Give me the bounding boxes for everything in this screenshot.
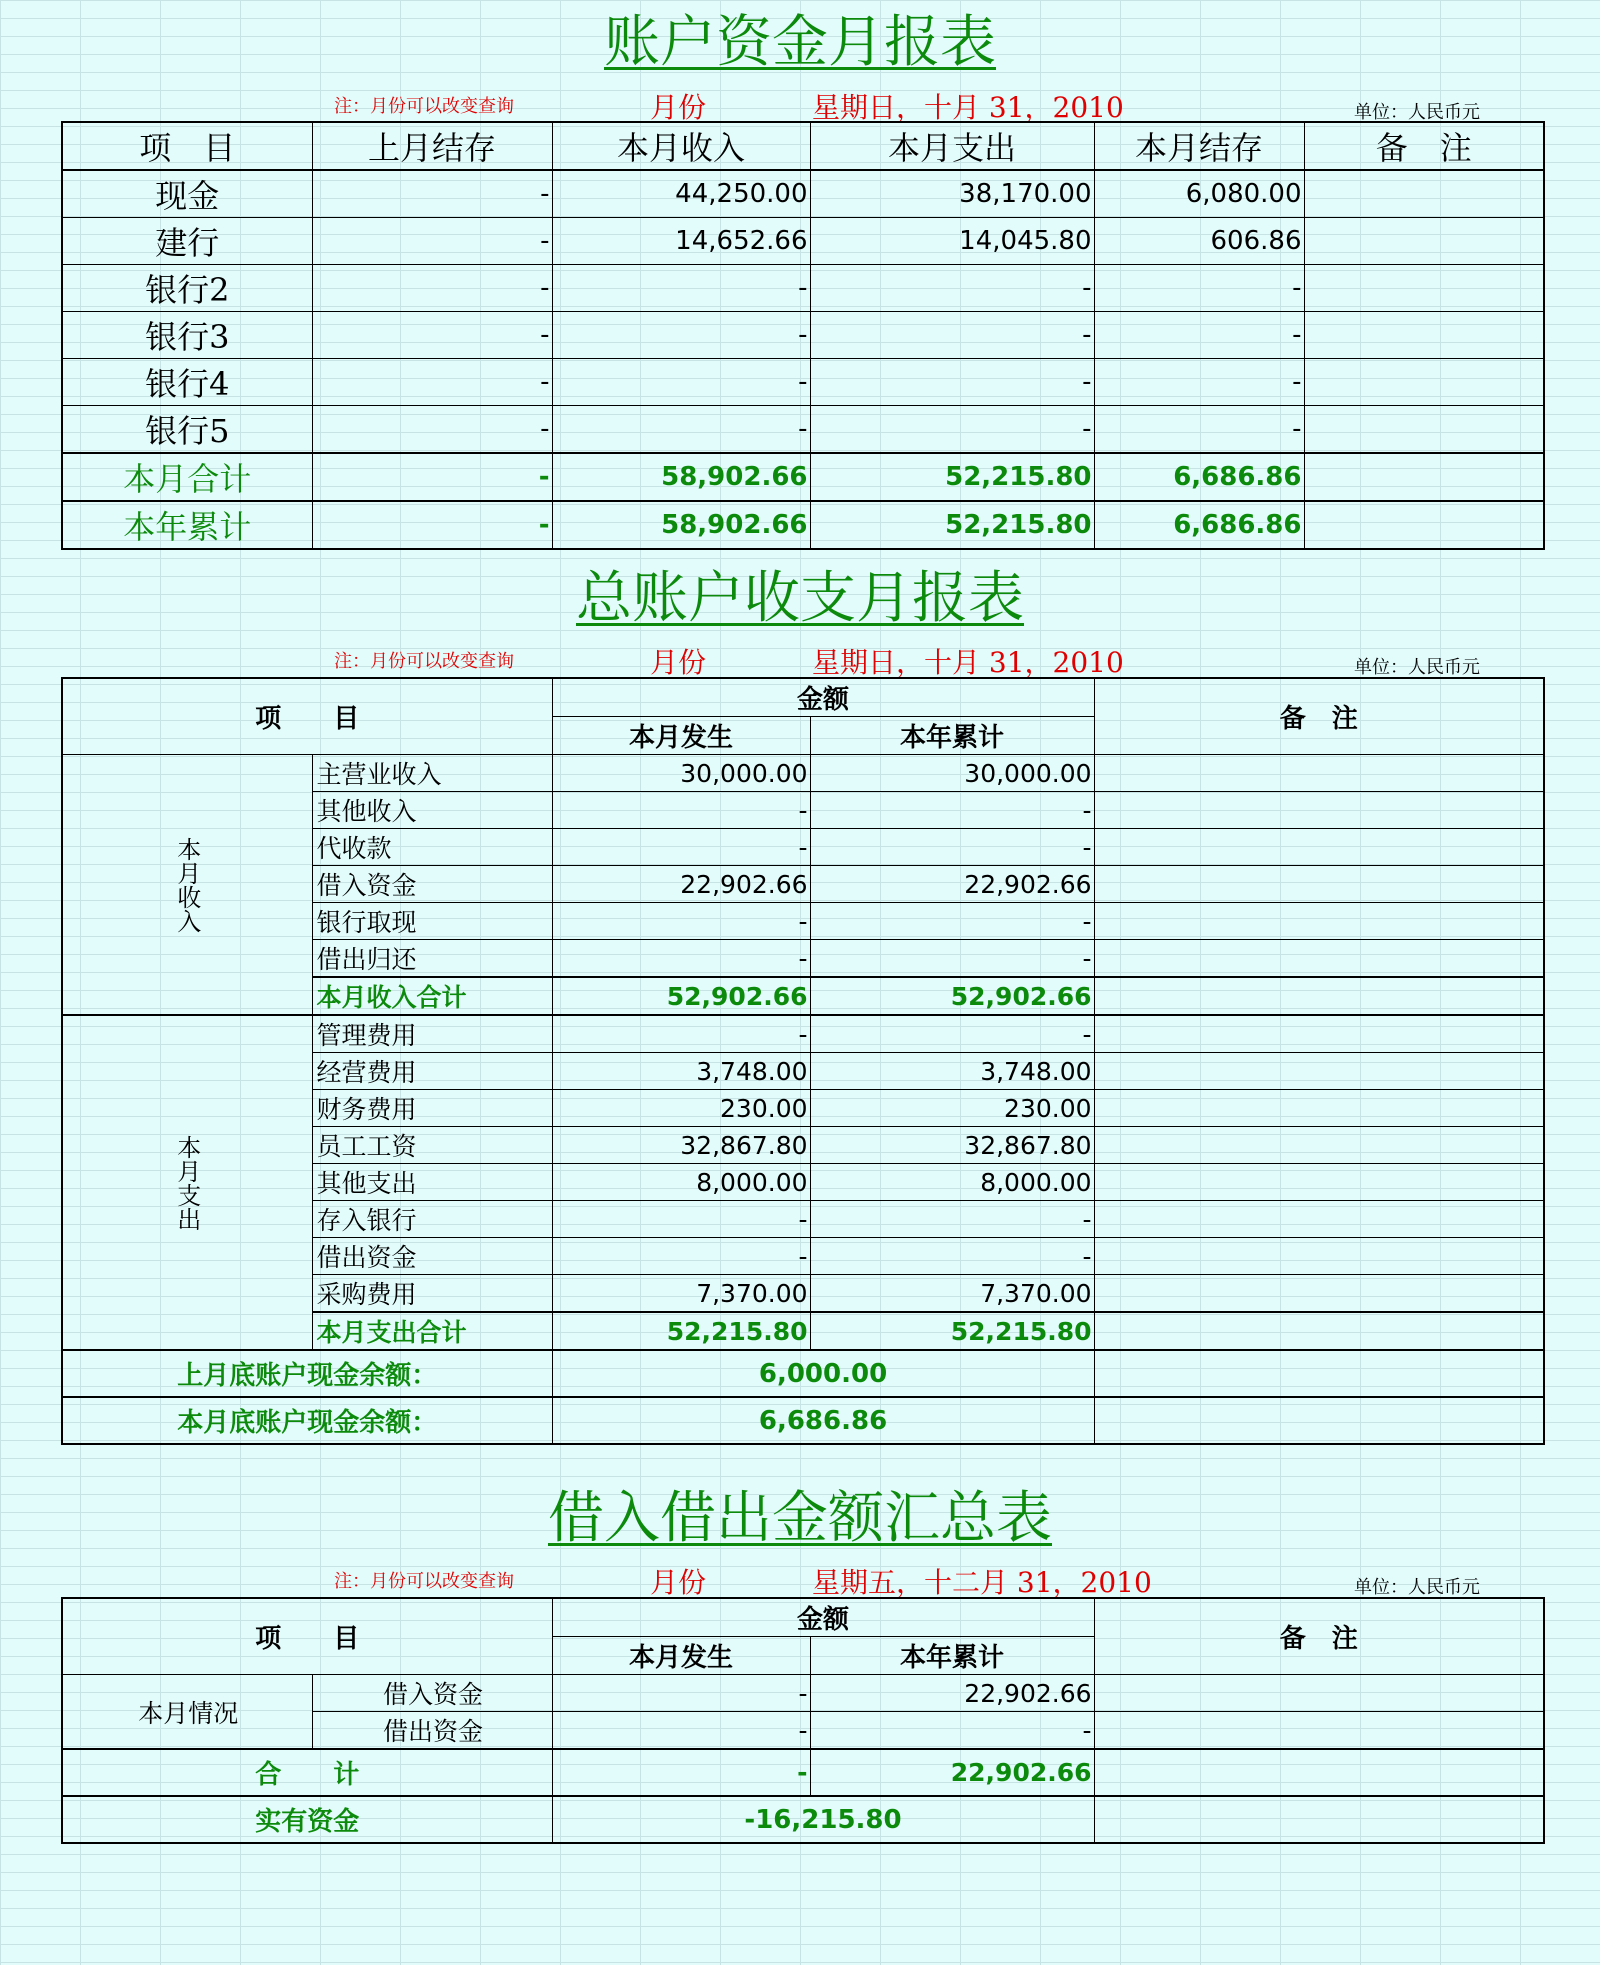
table-row (62, 406, 1544, 454)
header-remark: 备 注 (1094, 1598, 1544, 1675)
cell-expense[interactable]: - (810, 406, 1094, 454)
cell-balance[interactable]: - (1094, 265, 1304, 312)
sheet3-unit: 单位：人民币元 (1354, 1577, 1480, 1598)
row-label[interactable]: 银行3 (62, 312, 312, 359)
sheet2-month-date[interactable]: 星期日，十月 31，2010 (812, 646, 1124, 679)
cell-month[interactable]: 8,000.00 (552, 1164, 810, 1201)
cell-month[interactable]: - (552, 1238, 810, 1275)
cell-year[interactable]: 30,000.00 (810, 755, 1094, 792)
cell-balance[interactable]: - (1094, 312, 1304, 359)
cell-income[interactable]: 58,902.66 (552, 501, 810, 549)
income-expense-table (61, 677, 1545, 1445)
row-label[interactable]: 本月支出合计 (312, 1312, 552, 1350)
cell-prev[interactable]: - (312, 501, 552, 549)
actual-funds-label: 实有资金 (62, 1796, 552, 1843)
table-row (62, 170, 1544, 218)
table-row (62, 265, 1544, 312)
income-group-label: 本月收入 (62, 755, 312, 1016)
cell-remark[interactable] (1094, 1127, 1544, 1164)
cell-prev[interactable]: - (312, 359, 552, 406)
curr-balance-label: 本月底账户现金余额： (62, 1397, 552, 1444)
cell-balance[interactable]: 606.86 (1094, 218, 1304, 265)
cell-year[interactable]: 32,867.80 (810, 1127, 1094, 1164)
cell-income[interactable]: 44,250.00 (552, 170, 810, 218)
row-label[interactable]: 借入资金 (312, 1675, 552, 1712)
cell-expense[interactable]: - (810, 312, 1094, 359)
cell-remark[interactable] (1094, 1749, 1544, 1796)
cell-month[interactable]: - (552, 1712, 810, 1750)
header-item: 项 目 (62, 678, 552, 755)
cell-income[interactable]: 58,902.66 (552, 453, 810, 501)
prev-balance-label: 上月底账户现金余额： (62, 1350, 552, 1397)
cell-remark[interactable] (1094, 792, 1544, 829)
cell-month[interactable]: 230.00 (552, 1090, 810, 1127)
header-amount: 金额 (552, 678, 1094, 717)
cell-year[interactable]: - (810, 903, 1094, 940)
cell-month[interactable]: 3,748.00 (552, 1053, 810, 1090)
cell-month[interactable]: 22,902.66 (552, 866, 810, 903)
sheet3-subheader (0, 1561, 1600, 1597)
row-label[interactable]: 本年累计 (62, 501, 312, 549)
row-label[interactable]: 银行5 (62, 406, 312, 454)
year-total-row (62, 501, 1544, 549)
row-label[interactable]: 采购费用 (312, 1275, 552, 1313)
prev-balance-value[interactable]: 6,000.00 (552, 1350, 1094, 1397)
cell-month[interactable]: 7,370.00 (552, 1275, 810, 1313)
total-label: 合 计 (62, 1749, 552, 1796)
table-row (62, 312, 1544, 359)
sheet2-note: 注：月份可以改变查询 (334, 651, 514, 672)
cell-year[interactable]: - (810, 1238, 1094, 1275)
cell-income[interactable]: 14,652.66 (552, 218, 810, 265)
cell-year[interactable]: - (810, 792, 1094, 829)
actual-funds-row (62, 1796, 1544, 1843)
cell-remark[interactable] (1094, 1275, 1544, 1313)
cell-remark[interactable] (1094, 977, 1544, 1015)
cell-month[interactable]: - (552, 829, 810, 866)
cell-remark[interactable] (1304, 453, 1544, 501)
cell-month[interactable]: 52,902.66 (552, 977, 810, 1015)
cell-prev[interactable]: - (312, 170, 552, 218)
cell-month[interactable]: - (552, 940, 810, 978)
cell-year[interactable]: 22,902.66 (810, 866, 1094, 903)
cell-remark[interactable] (1304, 170, 1544, 218)
cell-balance[interactable]: - (1094, 359, 1304, 406)
cell-remark[interactable] (1094, 866, 1544, 903)
cell-year[interactable]: - (810, 1712, 1094, 1750)
cell-remark[interactable] (1094, 1712, 1544, 1750)
borrow-lend-table (61, 1597, 1545, 1844)
row-label[interactable]: 本月收入合计 (312, 977, 552, 1015)
cell-expense[interactable]: - (810, 359, 1094, 406)
sheet2-unit: 单位：人民币元 (1354, 657, 1480, 678)
sheet1-month-label: 月份 (650, 91, 707, 124)
sheet3-month-label: 月份 (650, 1566, 707, 1599)
sheet2-subheader (0, 641, 1600, 677)
table-row (62, 359, 1544, 406)
header-month: 本月发生 (552, 1637, 810, 1675)
account-funds-table (61, 121, 1545, 550)
cell-year[interactable]: - (810, 1201, 1094, 1238)
cell-remark[interactable] (1094, 1053, 1544, 1090)
sheet2-month-label: 月份 (650, 646, 707, 679)
row-label[interactable]: 其他收入 (312, 792, 552, 829)
header-item: 项 目 (62, 122, 312, 170)
cell-remark[interactable] (1304, 359, 1544, 406)
cell-year[interactable]: 7,370.00 (810, 1275, 1094, 1313)
header-balance: 本月结存 (1094, 122, 1304, 170)
cell-month[interactable]: 52,215.80 (552, 1312, 810, 1350)
cell-prev[interactable]: - (312, 218, 552, 265)
row-label[interactable]: 经营费用 (312, 1053, 552, 1090)
row-label[interactable]: 借出资金 (312, 1238, 552, 1275)
cell-month[interactable]: 30,000.00 (552, 755, 810, 792)
cell-year[interactable]: 22,902.66 (810, 1749, 1094, 1796)
month-situation-label: 本月情况 (62, 1675, 312, 1750)
month-total-row (62, 453, 1544, 501)
prev-balance-row (62, 1350, 1544, 1397)
cell-prev[interactable]: - (312, 453, 552, 501)
cell-month[interactable]: - (552, 1015, 810, 1053)
table-header-row (62, 122, 1544, 170)
cell-year[interactable]: - (810, 1015, 1094, 1053)
row-label[interactable]: 存入银行 (312, 1201, 552, 1238)
row-label[interactable]: 其他支出 (312, 1164, 552, 1201)
cell-remark[interactable] (1094, 1164, 1544, 1201)
cell-income[interactable]: - (552, 359, 810, 406)
cell-balance[interactable]: 6,686.86 (1094, 501, 1304, 549)
cell-expense[interactable]: 14,045.80 (810, 218, 1094, 265)
actual-funds-value[interactable]: -16,215.80 (552, 1796, 1094, 1843)
cell-year[interactable]: 230.00 (810, 1090, 1094, 1127)
row-label[interactable]: 管理费用 (312, 1015, 552, 1053)
sheet1-note: 注：月份可以改变查询 (334, 96, 514, 117)
cell-month[interactable]: - (552, 1749, 810, 1796)
sheet3-note: 注：月份可以改变查询 (334, 1571, 514, 1592)
cell-balance[interactable]: 6,080.00 (1094, 170, 1304, 218)
cell-income[interactable]: - (552, 312, 810, 359)
curr-balance-row (62, 1397, 1544, 1444)
table-header-row (62, 1598, 1544, 1637)
cell-year[interactable]: - (810, 940, 1094, 978)
cell-remark[interactable] (1094, 1015, 1544, 1053)
sheet2-title: 总账户收支月报表 (576, 566, 1024, 631)
cell-prev[interactable]: - (312, 406, 552, 454)
row-label[interactable]: 本月合计 (62, 453, 312, 501)
cell-prev[interactable]: - (312, 312, 552, 359)
cell-year[interactable]: 52,215.80 (810, 1312, 1094, 1350)
table-row (62, 1675, 1544, 1712)
row-label[interactable]: 主营业收入 (312, 755, 552, 792)
cell-prev[interactable]: - (312, 265, 552, 312)
table-header-row (62, 678, 1544, 717)
cell-remark[interactable] (1304, 406, 1544, 454)
cell-remark[interactable] (1094, 1312, 1544, 1350)
cell-remark[interactable] (1094, 1350, 1544, 1397)
sheet1-title: 账户资金月报表 (604, 10, 996, 75)
cell-year[interactable]: - (810, 829, 1094, 866)
cell-remark[interactable] (1094, 1675, 1544, 1712)
sheet1-month-date[interactable]: 星期日，十月 31，2010 (812, 91, 1124, 124)
header-amount: 金额 (552, 1598, 1094, 1637)
row-label[interactable]: 银行取现 (312, 903, 552, 940)
sheet3-title: 借入借出金额汇总表 (548, 1486, 1052, 1551)
cell-month[interactable]: 32,867.80 (552, 1127, 810, 1164)
row-label[interactable]: 借出归还 (312, 940, 552, 978)
cell-expense[interactable]: 52,215.80 (810, 501, 1094, 549)
curr-balance-value[interactable]: 6,686.86 (552, 1397, 1094, 1444)
cell-year[interactable]: 22,902.66 (810, 1675, 1094, 1712)
row-label[interactable]: 银行4 (62, 359, 312, 406)
cell-income[interactable]: - (552, 265, 810, 312)
table-row (62, 1015, 1544, 1053)
cell-remark[interactable] (1304, 312, 1544, 359)
sheet1-subheader (0, 86, 1600, 122)
header-prev: 上月结存 (312, 122, 552, 170)
cell-remark[interactable] (1094, 1238, 1544, 1275)
row-label[interactable]: 现金 (62, 170, 312, 218)
row-label[interactable]: 借入资金 (312, 866, 552, 903)
cell-income[interactable]: - (552, 406, 810, 454)
row-label[interactable]: 借出资金 (312, 1712, 552, 1750)
cell-remark[interactable] (1094, 1397, 1544, 1444)
cell-balance[interactable]: 6,686.86 (1094, 453, 1304, 501)
cell-balance[interactable]: - (1094, 406, 1304, 454)
table-row (62, 218, 1544, 265)
cell-remark[interactable] (1094, 940, 1544, 978)
header-income: 本月收入 (552, 122, 810, 170)
cell-month[interactable]: - (552, 1675, 810, 1712)
row-label[interactable]: 代收款 (312, 829, 552, 866)
table-row (62, 755, 1544, 792)
header-remark: 备 注 (1304, 122, 1544, 170)
expense-group-label: 本月支出 (62, 1015, 312, 1350)
cell-month[interactable]: - (552, 903, 810, 940)
cell-expense[interactable]: 38,170.00 (810, 170, 1094, 218)
cell-month[interactable]: - (552, 792, 810, 829)
cell-year[interactable]: 52,902.66 (810, 977, 1094, 1015)
cell-month[interactable]: - (552, 1201, 810, 1238)
header-year: 本年累计 (810, 1637, 1094, 1675)
header-item: 项 目 (62, 1598, 552, 1675)
header-expense: 本月支出 (810, 122, 1094, 170)
row-label[interactable]: 银行2 (62, 265, 312, 312)
row-label[interactable]: 财务费用 (312, 1090, 552, 1127)
cell-remark[interactable] (1094, 1090, 1544, 1127)
cell-year[interactable]: 8,000.00 (810, 1164, 1094, 1201)
cell-remark[interactable] (1094, 903, 1544, 940)
total-row (62, 1749, 1544, 1796)
cell-remark[interactable] (1304, 501, 1544, 549)
cell-remark[interactable] (1094, 1796, 1544, 1843)
cell-remark[interactable] (1094, 829, 1544, 866)
cell-remark[interactable] (1094, 1201, 1544, 1238)
row-label[interactable]: 员工工资 (312, 1127, 552, 1164)
header-month: 本月发生 (552, 717, 810, 755)
cell-expense[interactable]: - (810, 265, 1094, 312)
row-label[interactable]: 建行 (62, 218, 312, 265)
header-remark: 备 注 (1094, 678, 1544, 755)
cell-remark[interactable] (1304, 218, 1544, 265)
header-year: 本年累计 (810, 717, 1094, 755)
cell-remark[interactable] (1304, 265, 1544, 312)
cell-expense[interactable]: 52,215.80 (810, 453, 1094, 501)
sheet1-unit: 单位：人民币元 (1354, 102, 1480, 123)
cell-year[interactable]: 3,748.00 (810, 1053, 1094, 1090)
sheet3-month-date[interactable]: 星期五，十二月 31，2010 (812, 1566, 1152, 1599)
cell-remark[interactable] (1094, 755, 1544, 792)
